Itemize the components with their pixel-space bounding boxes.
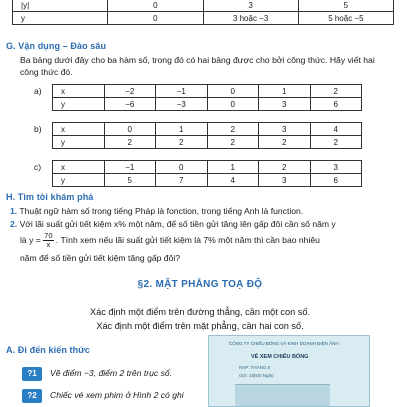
table-cell: −3 [156,98,208,111]
item-line-1: Với lãi suất gửi tiết kiệm x% một năm, để số tiền gửi tăng lên gấp đôi cần số năm y [19,219,336,229]
table-cell: x [53,85,105,98]
section-h-item-2-line-3: năm để số tiền gửi tiết kiệm tăng gấp đôi? [20,253,181,263]
table-cell: 3 [259,123,311,136]
table-cell: 5 [104,174,156,187]
table-cell: 2 [207,123,259,136]
table-cell: x [53,123,105,136]
lesson-title: §2. MẶT PHẲNG TOẠ ĐỘ [137,279,263,290]
table-c [52,160,362,187]
table-row [53,85,362,98]
movie-ticket-image [208,335,370,407]
table-cell: |y| [13,0,108,12]
section-h-item-1 [10,205,395,217]
ticket-title: VÉ XEM CHIẾU BÓNG [251,354,309,360]
table-cell: 5 hoặc −5 [298,12,393,25]
table-b-label: b) [34,124,42,134]
fraction-numerator: 70 [44,231,53,240]
table-cell: 2 [207,136,259,149]
table-cell: 2 [259,136,311,149]
lesson-intro-2: Xác định một điểm trên mặt phẳng, cần hai con số. [96,321,304,331]
table-cell: 1 [259,85,311,98]
table-row [53,136,362,149]
table-cell: 2 [310,136,362,149]
table-cell: y [53,98,105,111]
table-cell: 3 [259,98,311,111]
table-cell: 4 [310,123,362,136]
formula-suffix: . Tính xem nếu lãi suất gửi tiết kiệm là 7% một năm thì cần bao nhiêu [55,234,320,245]
item-number: 1. [10,206,18,216]
table-cell: 6 [310,174,362,187]
question-2-text: Chiếc vé xem phim ở Hình 2 có ghi [50,390,184,400]
table-cell: y [53,136,105,149]
table-cell: −2 [104,85,156,98]
table-c-label: c) [34,162,42,172]
table-cell: 3 [310,161,362,174]
table-cell: −1 [156,85,208,98]
table-cell: 6 [310,98,362,111]
section-h-item-2-line-2 [20,232,395,249]
table-cell: 2 [104,136,156,149]
lesson-intro-1: Xác định một điểm trên đường thẳng, cần một con số. [89,307,311,317]
ticket-line: Giờ: 18h00 Ngày: [239,373,275,378]
table-cell: 2 [156,136,208,149]
table-cell: 1 [156,123,208,136]
section-g-intro: Ba bảng dưới đây cho ba hàm số, trong đó có hai bảng được cho bởi công thức. Hãy viết hai công thức đó. [20,55,375,77]
question-badge: ?2 [22,389,42,403]
question-badge: ?1 [22,367,42,381]
formula-prefix: là y = [20,234,41,245]
table-row [53,174,362,187]
item-number: 2. [10,219,18,229]
item-text: Thuật ngữ hàm số trong tiếng Pháp là fonction, trong tiếng Anh là function. [19,206,304,216]
table-a-label: a) [34,86,42,96]
table-cell: 1 [207,161,259,174]
table-cell: 3 hoặc −3 [203,12,298,25]
table-cell: 7 [156,174,208,187]
table-cell: x [53,161,105,174]
table-cell: 4 [207,174,259,187]
table-cell: 0 [108,12,203,25]
table-cell: −6 [104,98,156,111]
table-cell: y [13,12,108,25]
table-row [13,0,394,12]
table-cell: 0 [156,161,208,174]
table-cell: y [53,174,105,187]
table-cell: 0 [207,98,259,111]
table-a [52,84,362,111]
ticket-line: RẠP: THÁNG 8 [239,365,271,370]
table-row [53,161,362,174]
section-h-item-2 [10,218,395,230]
section-a-heading: A. Đi đến kiến thức [6,345,90,355]
table-cell: 2 [310,85,362,98]
ticket-stub [235,384,330,407]
section-h-heading: H. Tìm tòi khám phá [6,192,94,202]
table-cell: 3 [203,0,298,12]
top-table [12,0,394,25]
table-row [53,98,362,111]
table-row [53,123,362,136]
question-1-text: Vẽ điểm −3, điểm 2 trên trục số. [50,368,173,378]
formula-fraction [43,232,53,249]
section-g-heading: G. Vận dụng – Đào sâu [6,41,107,51]
table-cell: 0 [108,0,203,12]
fraction-denominator: x [46,240,51,249]
table-cell: 0 [207,85,259,98]
ticket-header: CÔNG TY CHIẾU BÓNG VÀ KINH DOANH ĐIỆN ẢNH [229,341,339,346]
table-cell: 2 [259,161,311,174]
table-cell: 5 [298,0,393,12]
table-cell: 3 [259,174,311,187]
table-row [13,12,394,25]
table-cell: 0 [104,123,156,136]
table-b [52,122,362,149]
table-cell: −1 [104,161,156,174]
